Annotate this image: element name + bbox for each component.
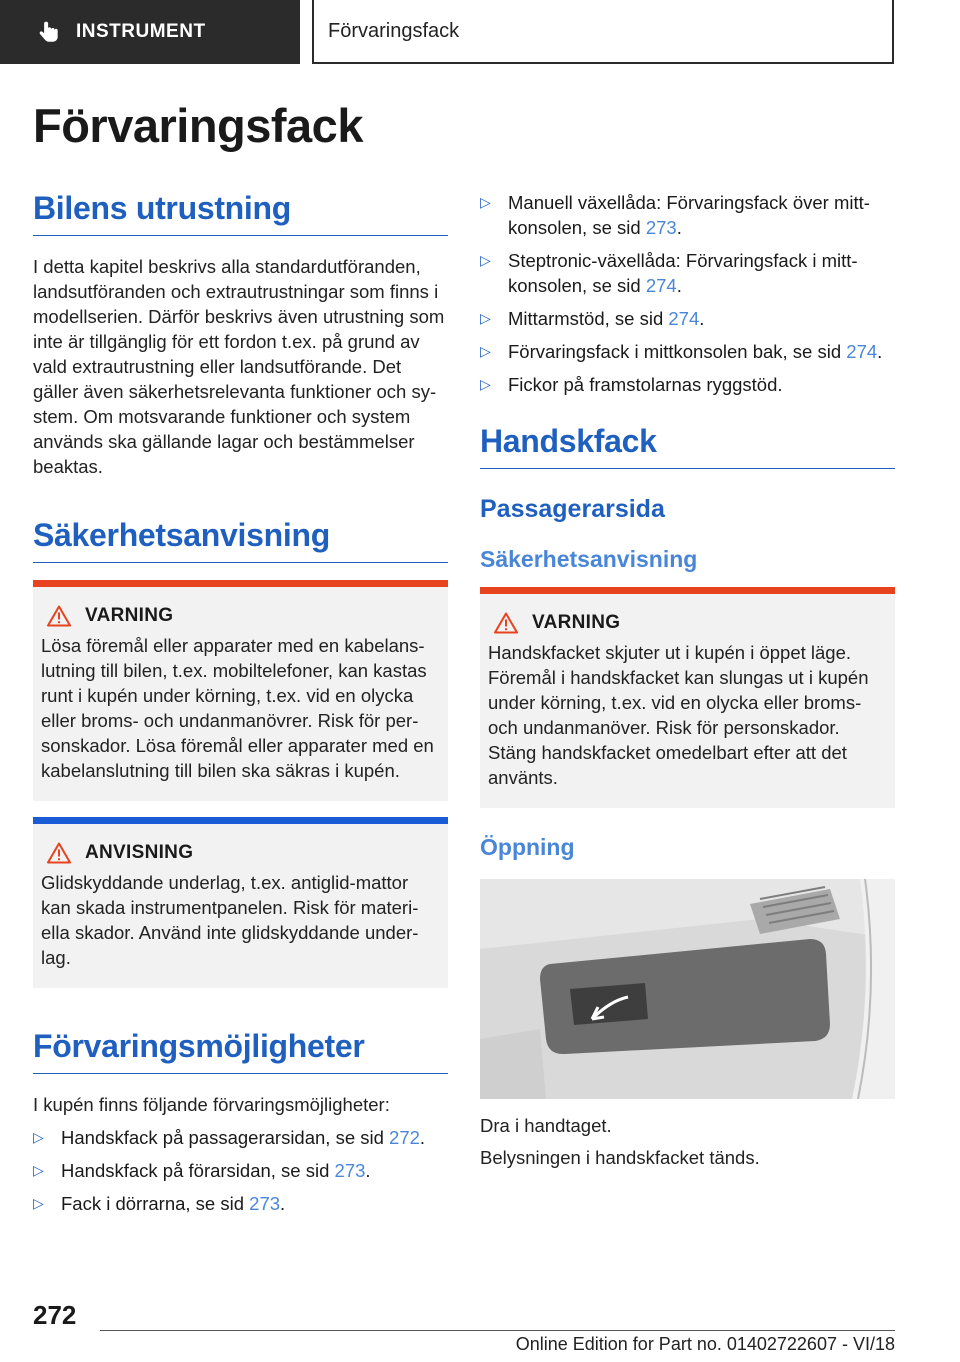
bullet-triangle-icon: ▷ bbox=[33, 1129, 44, 1145]
glovebox-warning-text: Handskfacket skjuter ut i kupén i öppet läge. Föremål i handskfacket kan slungas ut i kupén under körning, t.ex. vid en olycka eller broms- och undanmanöver. Risk för personskador. Stäng handskfacket omedelbart efter att det använts. bbox=[488, 642, 869, 788]
list-item-end: . bbox=[699, 308, 705, 329]
page-reference-link[interactable]: 274 bbox=[846, 341, 878, 362]
passenger-side-heading: Passagerarsida bbox=[480, 495, 665, 523]
list-item bbox=[480, 306, 895, 331]
list-item-text: Handskfack på förarsidan, se sid bbox=[61, 1160, 335, 1181]
list-item bbox=[480, 248, 895, 298]
left-column bbox=[33, 190, 448, 1224]
bullet-triangle-icon: ▷ bbox=[480, 310, 491, 326]
page-reference-link[interactable]: 274 bbox=[668, 308, 700, 329]
page-reference-link[interactable]: 272 bbox=[389, 1127, 420, 1148]
note-box bbox=[33, 817, 448, 988]
warning-triangle-icon bbox=[494, 612, 518, 634]
hand-pointer-icon bbox=[36, 19, 62, 45]
storage-intro: I kupén finns följande förvaringsmöjligheter: bbox=[33, 1094, 390, 1115]
storage-list-right bbox=[480, 190, 895, 397]
safety-heading: Säkerhetsanvisning bbox=[33, 517, 448, 563]
list-item bbox=[480, 372, 895, 397]
warning-box bbox=[33, 580, 448, 801]
warning-label: VARNING bbox=[85, 605, 174, 626]
list-item bbox=[480, 190, 895, 240]
list-item-text: Mittarmstöd, se sid bbox=[508, 308, 669, 329]
equipment-heading: Bilens utrustning bbox=[33, 190, 448, 236]
warning-triangle-icon bbox=[47, 605, 71, 627]
list-item-end: . bbox=[419, 1127, 426, 1148]
list-item-end: . bbox=[676, 217, 682, 238]
edition-line: Online Edition for Part no. 01402722607 - VI/18 bbox=[515, 1334, 895, 1354]
bullet-triangle-icon: ▷ bbox=[480, 376, 491, 392]
bullet-triangle-icon: ▷ bbox=[33, 1195, 44, 1211]
opening-caption-1: Dra i handtaget. bbox=[480, 1115, 612, 1136]
chapter-label: INSTRUMENT bbox=[76, 21, 206, 42]
glovebox-safety-heading: Säkerhetsanvisning bbox=[480, 546, 698, 572]
list-item-end: . bbox=[280, 1193, 286, 1214]
list-item bbox=[33, 1125, 448, 1150]
storage-heading: Förvaringsmöjligheter bbox=[33, 1028, 448, 1074]
notice-triangle-icon bbox=[47, 842, 71, 864]
page-reference-link[interactable]: 273 bbox=[334, 1160, 366, 1181]
page-reference-link[interactable]: 274 bbox=[645, 275, 677, 296]
storage-list-left bbox=[33, 1125, 448, 1216]
right-column bbox=[480, 190, 895, 1170]
page-number: 272 bbox=[33, 1300, 77, 1330]
list-item-end: . bbox=[877, 341, 883, 362]
opening-caption-2: Belysningen i handskfacket tänds. bbox=[480, 1147, 760, 1168]
list-item bbox=[33, 1191, 448, 1216]
opening-heading: Öppning bbox=[480, 834, 575, 860]
list-item-end: . bbox=[676, 275, 682, 296]
warning-text: Lösa föremål eller apparater med en kabelanslutning till bilen, t.ex. mobiltelefoner, kan kastas runt i kupén under körning, t.ex. vid en olycka eller broms- och undanmanövrer. Risk för personskador. Lösa föremål eller apparater med en kabelanslutning till bilen ska säkras i kupén. bbox=[41, 635, 434, 781]
glovebox-warning-box bbox=[480, 587, 895, 808]
section-header-title: Förvaringsfack bbox=[328, 19, 460, 42]
list-item-end: . bbox=[365, 1160, 371, 1181]
bullet-triangle-icon: ▷ bbox=[33, 1162, 44, 1178]
list-item-text: Handskfack på passagerarsidan, se sid bbox=[61, 1127, 390, 1148]
bullet-triangle-icon: ▷ bbox=[480, 194, 491, 210]
equipment-text: I detta kapitel beskrivs alla standardutföranden, landsutföranden och extrautrustningar som finns i modellserien. Därför beskrivs även utrustning som inte är tillgänglig för ett fordon t.ex. på grund av vald extrautrustning eller landsutförande. Det gäller även säkerhetsrelevanta funktioner och system. Om motsvarande funktioner och system används ska gällande lagar och bestämmelser beaktas. bbox=[33, 256, 445, 477]
list-item bbox=[33, 1158, 448, 1183]
list-item bbox=[480, 339, 895, 364]
page-reference-link[interactable]: 273 bbox=[249, 1193, 281, 1214]
list-item-text: Steptronic-växellåda: Förvaringsfack i mittkonsolen, se sid bbox=[508, 250, 858, 296]
footer-rule bbox=[100, 1330, 895, 1331]
glovebox-illustration bbox=[480, 879, 895, 1099]
section-header bbox=[312, 0, 894, 64]
list-item-text: Fickor på framstolarnas ryggstöd. bbox=[508, 374, 783, 395]
page-reference-link[interactable]: 273 bbox=[645, 217, 677, 238]
note-label: ANVISNING bbox=[85, 842, 194, 863]
glovebox-heading: Handskfack bbox=[480, 423, 895, 469]
glovebox-warning-label: VARNING bbox=[532, 612, 621, 633]
page-title: Förvaringsfack bbox=[33, 99, 363, 152]
list-item-text: Förvaringsfack i mittkonsolen bak, se sid bbox=[508, 341, 847, 362]
bullet-triangle-icon: ▷ bbox=[480, 343, 491, 359]
chapter-tab bbox=[0, 0, 300, 64]
note-text: Glidskyddande underlag, t.ex. antiglid-mattor kan skada instrumentpanelen. Risk för materiella skador. Använd inte glidskyddande underlag. bbox=[41, 872, 419, 968]
list-item-text: Manuell växellåda: Förvaringsfack över mittkonsolen, se sid bbox=[508, 192, 870, 238]
list-item-text: Fack i dörrarna, se sid bbox=[61, 1193, 250, 1214]
bullet-triangle-icon: ▷ bbox=[480, 252, 491, 268]
glovebox-handle-illustration bbox=[480, 879, 895, 1099]
